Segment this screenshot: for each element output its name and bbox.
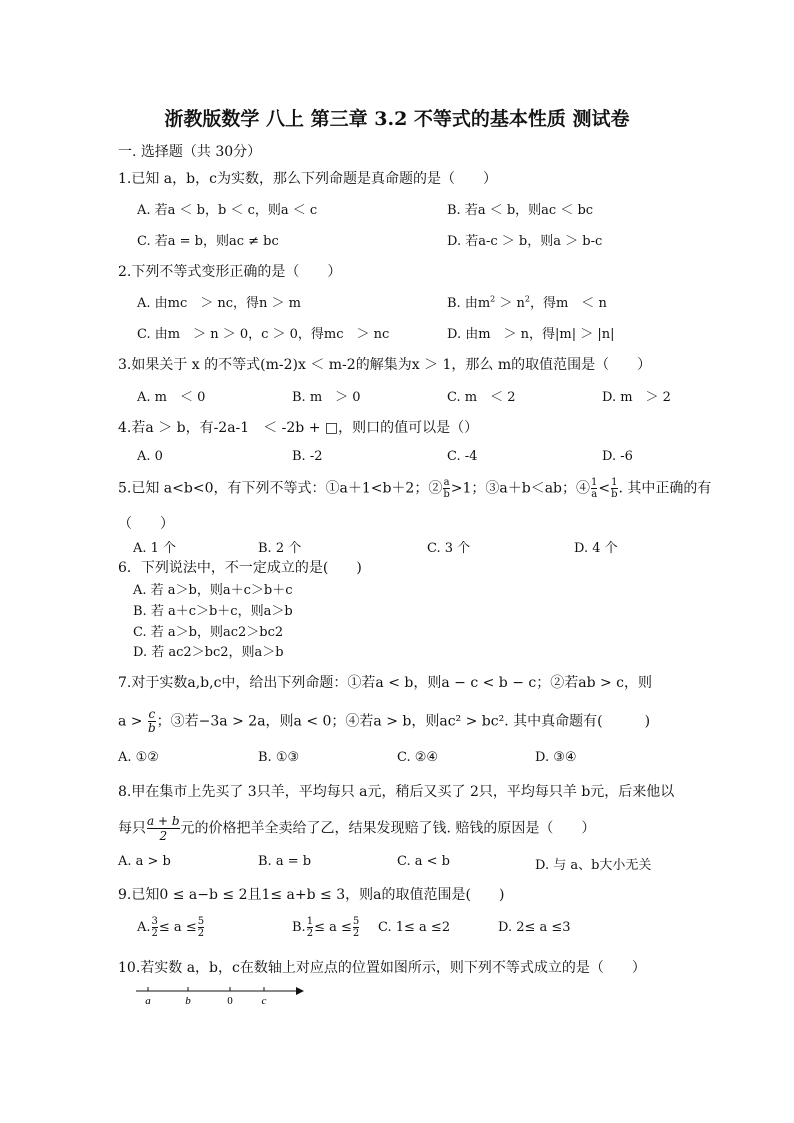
q5-fraction-1-over-a: $\frac{1}{a}$ [591,477,598,500]
q8-option-a: A. a > b [118,854,171,869]
q7-line2: a > $\frac{c}{b}$ ；③若−3a > 2a，则a < 0；④若a > b，则ac² > bc². 其中真命题有( ) [118,707,651,735]
number-line-arrow [296,987,304,995]
q4-stem: 4.若a ＞ b，有-2a-1 ＜ -2b + □，则口的值可以是（） [118,420,479,436]
label-a: a [145,995,151,1007]
q2-option-d: D. 由m ＞ n，得|m| ＞ |n| [447,327,615,342]
q1-stem: 1.已知 a，b，c为实数，那么下列命题是真命题的是（ ） [118,171,497,187]
q7-option-d: D. ③④ [535,750,577,765]
q4-option-a: A. 0 [137,449,163,464]
q6-option-a: A. 若 a＞b，则a＋c＞b＋c [133,583,293,598]
q5-option-b: B. 2 个 [258,541,302,556]
q3-option-c: C. m ＜ 2 [447,390,516,405]
q9-option-a: A. $\frac{3}{2}$ ≤ a ≤ $\frac{5}{2}$ [137,916,205,939]
q5-option-c: C. 3 个 [427,541,471,556]
q7-option-a: A. ①② [118,750,159,765]
q10-number-line [134,982,309,1010]
q9-fraction-1-over-2: $\frac{1}{2}$ [306,916,314,939]
q3-option-a: A. m ＜ 0 [137,390,206,405]
q8-option-d: D. 与 a、b大小无关 [535,858,652,873]
q8-line1: 8.甲在集市上先买了 3只羊，平均每只 a元，稍后又买了 2只，平均每只羊 b元，后来他以 [118,784,675,800]
page-title: 浙教版数学 八上 第三章 3.2 不等式的基本性质 测试卷 [164,108,630,130]
q10-stem: 10.若实数 a，b，c在数轴上对应点的位置如图所示，则下列不等式成立的是（ ） [118,960,646,976]
q9-fraction-5-over-2: $\frac{5}{2}$ [197,916,205,939]
label-c: c [261,995,267,1007]
q5-fraction-a-over-b: $\frac{a}{b}$ [443,477,450,500]
q1-option-c: C. 若a = b，则ac ≠ bc [137,234,279,249]
label-0: 0 [227,995,233,1007]
q7-fraction-c-over-b: $\frac{c}{b}$ [147,707,156,735]
q9-option-c: C. 1≤ a ≤2 [378,920,451,935]
q6-stem: 6．下列说法中，不一定成立的是( ) [118,560,362,576]
q3-stem: 3.如果关于 x 的不等式(m-2)x ＜ m-2的解集为x ＞ 1，那么 m的取值范围是（ ） [118,357,652,373]
q8-line2: 每只 $\frac{a + b}{2}$ 元的价格把羊全卖给了乙，结果发现赔了钱. 赔钱的原因是（ ） [118,814,596,843]
q6-option-b: B. 若 a＋c＞b＋c，则a＞b [133,604,293,619]
q7-option-c: C. ②④ [397,750,439,765]
q3-option-b: B. m ＞ 0 [292,390,361,405]
q5-option-a: A. 1 个 [133,541,177,556]
q9-fraction-3-over-2: $\frac{3}{2}$ [151,916,158,939]
q1-option-d: D. 若a-c ＞ b，则a ＞ b-c [447,234,603,249]
q2-option-a: A. 由mc ＞ nc，得n ＞ m [137,296,302,311]
q7-option-b: B. ①③ [258,750,300,765]
q5-option-d: D. 4 个 [574,541,618,556]
q5-fraction-1-over-b: $\frac{1}{b}$ [611,477,618,500]
q6-option-c: C. 若 a＞b，则ac2＞bc2 [133,625,284,640]
q5-answer-paren: （ ） [118,516,174,532]
q1-option-a: A. 若a ＜ b，b ＜ c，则a ＜ c [137,203,318,218]
q8-option-c: C. a < b [397,854,450,869]
q3-option-d: D. m ＞ 2 [602,390,671,405]
q9-stem: 9.已知0 ≤ a−b ≤ 2且1≤ a+b ≤ 3，则a的取值范围是( ) [118,887,505,903]
label-b: b [185,995,191,1007]
q2-option-b: B. 由$m^2 > n^2$，得m ＜ n [447,294,607,311]
q6-option-d: D. 若 ac2＞bc2，则a＞b [133,645,284,660]
q9-option-d: D. 2≤ a ≤3 [498,920,571,935]
q9-fraction-5-over-2-b: $\frac{5}{2}$ [352,916,360,939]
q8-fraction-a-plus-b-over-2: $\frac{a + b}{2}$ [147,814,180,843]
q4-option-b: B. -2 [292,449,323,464]
q9-option-b: B. $\frac{1}{2}$ ≤ a ≤ $\frac{5}{2}$ [292,916,360,939]
q8-option-b: B. a = b [258,854,312,869]
q7-line1: 7.对于实数a,b,c中，给出下列命题：①若a < b，则a − c < b − c；②若ab > c，则 [118,675,653,691]
q5-stem: 5.已知 a<b<0，有下列不等式：①a＋1<b＋2；② $\frac{a}{b}$ >1；③a＋b＜ab；④ $\frac{1}{a}$ < $\frac{1}{b}$ . 其中正确的有 [118,477,712,500]
q2-stem: 2.下列不等式变形正确的是（ ） [118,264,342,280]
q4-option-c: C. -4 [447,449,478,464]
section-heading: 一. 选择题（共 30分） [118,144,262,160]
q4-option-d: D. -6 [602,449,633,464]
q2-option-c: C. 由m ＞ n ＞ 0，c ＞ 0，得mc ＞ nc [137,327,390,342]
q1-option-b: B. 若a ＜ b，则ac ＜ bc [447,203,594,218]
